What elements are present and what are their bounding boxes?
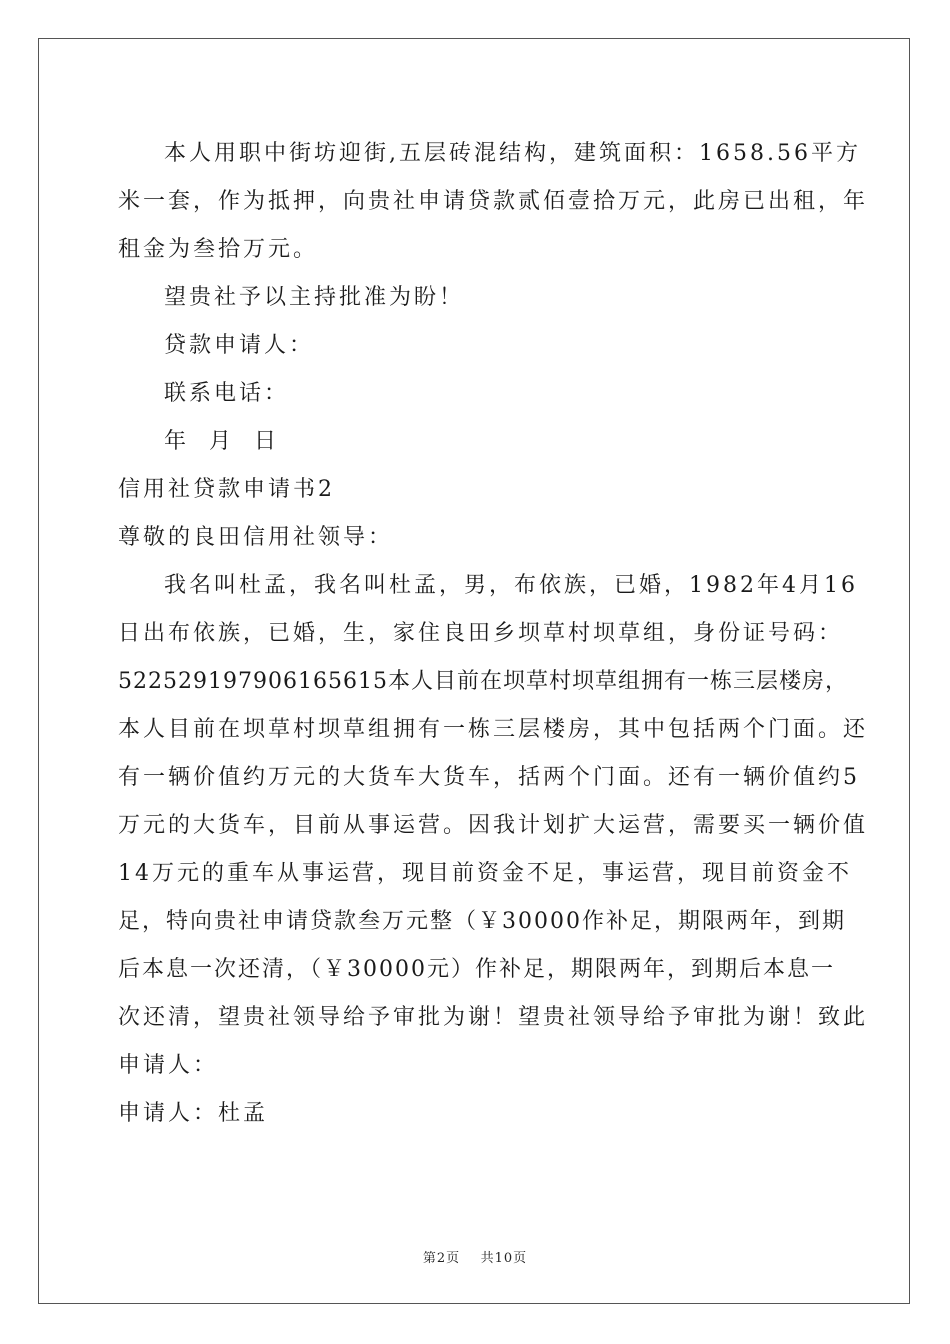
page-number: 第2页 xyxy=(422,1251,461,1266)
text-line: 足，特向贵社申请贷款叁万元整（￥30000作补足，期限两年，到期 xyxy=(118,909,846,934)
phone-label: 联系电话： xyxy=(164,381,290,406)
text-line: 14万元的重车从事运营，现目前资金不足，事运营，现目前资金不 xyxy=(118,861,852,886)
text-line: 日出布依族，已婚，生，家住良田乡坝草村坝草组，身份证号码： xyxy=(118,621,844,646)
text-line: 有一辆价值约万元的大货车大货车，括两个门面。还有一辆价值约5 xyxy=(118,765,860,790)
text-line: 次还清，望贵社领导给予审批为谢！望贵社领导给予审批为谢！致此 xyxy=(118,1005,869,1030)
text-line: 后本息一次还清，（￥30000元）作补足，期限两年，到期后本息一 xyxy=(118,957,835,982)
text-line: 租金为叁拾万元。 xyxy=(118,237,319,262)
date-label: 年 月 日 xyxy=(164,429,279,454)
section-title: 信用社贷款申请书2 xyxy=(118,477,335,502)
text-line: 我名叫杜孟，我名叫杜孟，男，布依族，已婚，1982年4月16 xyxy=(164,573,858,598)
salutation: 尊敬的良田信用社领导： xyxy=(118,525,394,550)
text-line: 万元的大货车，目前从事运营。因我计划扩大运营，需要买一辆价值 xyxy=(118,813,869,838)
page-total: 共10页 xyxy=(480,1251,528,1266)
document-body xyxy=(118,130,869,1138)
text-line: 望贵社予以主持批准为盼！ xyxy=(164,285,465,310)
text-line: 本人目前在坝草村坝草组拥有一栋三层楼房，其中包括两个门面。还 xyxy=(118,717,869,742)
applicant-label: 贷款申请人： xyxy=(164,333,315,358)
text-line: 本人用职中街坊迎街,五层砖混结构，建筑面积：1658.56平方 xyxy=(164,141,861,166)
page-footer xyxy=(0,1247,950,1266)
text-line: 申请人： xyxy=(118,1053,219,1078)
signature-line: 申请人：杜孟 xyxy=(118,1101,269,1126)
text-line: 522529197906165615本人目前在坝草村坝草组拥有一栋三层楼房， xyxy=(118,669,848,694)
text-line: 米一套，作为抵押，向贵社申请贷款贰佰壹拾万元，此房已出租，年 xyxy=(118,189,869,214)
